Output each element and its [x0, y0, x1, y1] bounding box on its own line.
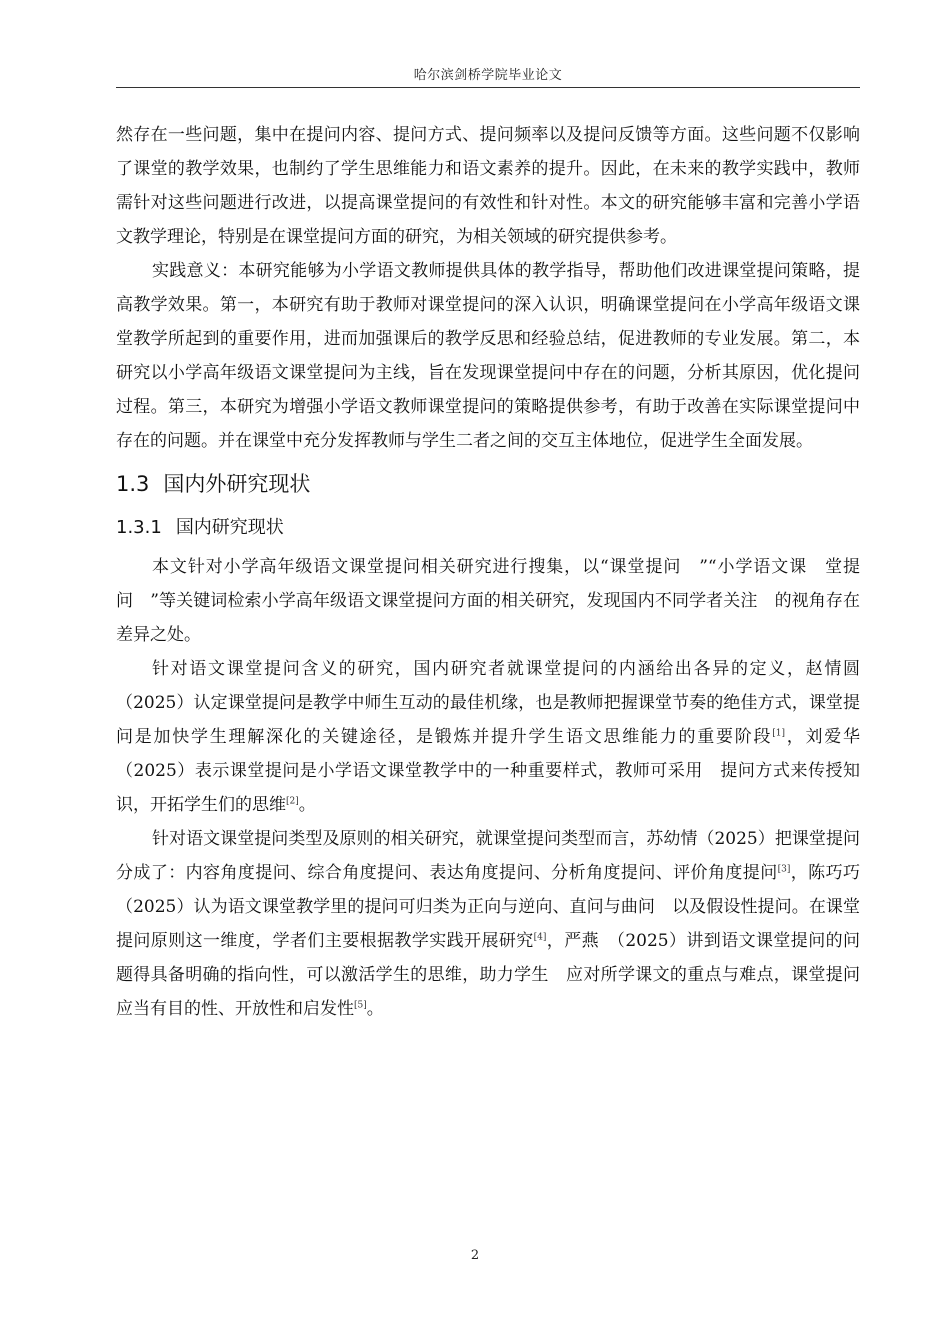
- paragraph-search-method: 本文针对小学高年级语文课堂提问相关研究进行搜集，以“课堂提问 ”“小学语文课 堂提问 ”等关键词检索小学高年级语文课堂提问方面的相关研究，发现国内不同学者关注 的视角存在差异之处。: [116, 557, 860, 645]
- citation-2[interactable]: [2]: [286, 796, 299, 807]
- paragraph-text: 。: [366, 999, 384, 1019]
- section-heading-1-3: [116, 462, 860, 506]
- subsection-number: 1.3.1: [116, 517, 162, 538]
- citation-4[interactable]: [4]: [533, 932, 547, 943]
- subsection-heading-1-3-1: [116, 508, 860, 548]
- subsection-title: 国内研究现状: [175, 517, 284, 538]
- citation-5[interactable]: [5]: [354, 1000, 367, 1011]
- paragraph-text: 针对语文课堂提问类型及原则的相关研究，就课堂提问类型而言，苏幼情（2025）把课堂提问分成了：内容角度提问、综合角度提问、表达角度提问、分析角度提问、评价角度提问: [116, 829, 860, 883]
- header-rule: [116, 87, 860, 88]
- page-number: 2: [470, 1248, 480, 1263]
- paragraph-text: 。: [298, 795, 316, 815]
- section-title: 国内外研究现状: [163, 472, 311, 496]
- citation-1[interactable]: [1]: [772, 728, 785, 739]
- paragraph-text: ，严燕 （2025）讲到语文课堂提问的问题得具备明确的指向性，可以激活学生的思维，助力学生 应对所学课文的重点与难点，课堂提问应当有目的性、开放性和启发性: [116, 931, 861, 1019]
- paragraph-practical-significance: 实践意义：本研究能够为小学语文教师提供具体的教学指导，帮助他们改进课堂提问策略，提高教学效果。第一，本研究有助于教师对课堂提问的深入认识，明确课堂提问在小学高年级语文课堂教学所起到的重要作用，进而加强课后的教学反思和经验总结，促进教师的专业发展。第二，本研究以小学高年级语文课堂提问为主线，旨在发现课堂提问中存在的问题，分析其原因，优化提问过程。第三，本研究为增强小学语文教师课堂提问的策略提供参考，有助于改善在实际课堂提问中存在的问题。并在课堂中充分发挥教师与学生二者之间的交互主体地位，促进学生全面发展。: [116, 261, 860, 451]
- running-header: 哈尔滨剑桥学院毕业论文: [413, 68, 563, 83]
- section-number: 1.3: [116, 472, 150, 496]
- citation-3[interactable]: [3]: [777, 864, 791, 875]
- paragraph-text: ，陈巧巧（2025）认为语文课堂教学里的提问可归类为正向与逆向、直问与曲问 以及假设性提问。在课堂提问原则这一维度，学者们主要根据教学实践开展研究: [116, 863, 861, 951]
- paragraph-text: 针对语文课堂提问含义的研究，国内研究者就课堂提问的内涵给出各异的定义，赵情圆（2025）认定课堂提问是教学中师生互动的最佳机缘，也是教师把握课堂节奏的绝佳方式，课堂提问是加快学生理解深化的关键途径，是锻炼并提升学生语文思维能力的重要阶段: [116, 659, 860, 747]
- paragraph-continued: 然存在一些问题，集中在提问内容、提问方式、提问频率以及提问反馈等方面。这些问题不仅影响了课堂的教学效果，也制约了学生思维能力和语文素养的提升。因此，在未来的教学实践中，教师需针对这些问题进行改进，以提高课堂提问的有效性和针对性。本文的研究能够丰富和完善小学语文教学理论，特别是在课堂提问方面的研究，为相关领域的研究提供参考。: [116, 125, 860, 247]
- paragraph-types-principles-research: [116, 822, 860, 1026]
- paragraph-text: ，刘爱华（2025）表示课堂提问是小学语文课堂教学中的一种重要样式，教师可采用 提问方式来传授知识，开拓学生们的思维: [116, 727, 860, 815]
- page-body: [116, 118, 860, 1026]
- paragraph-definition-research: [116, 652, 860, 822]
